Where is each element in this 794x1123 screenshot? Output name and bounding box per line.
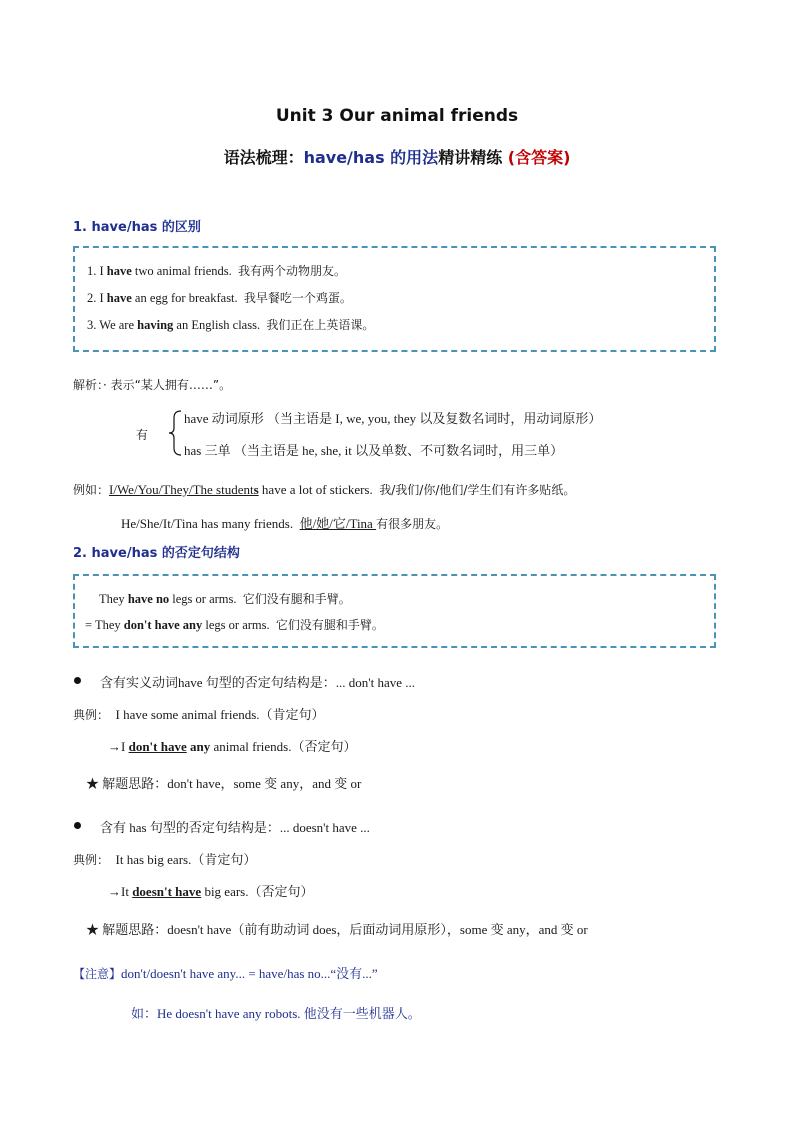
point-have: 含有实义动词have 句型的否定句结构是：... don't have ... [100,675,416,690]
note-example: 如：He doesn't have any robots. 他没有一些机器人。 [131,1006,421,1021]
subtitle-answer-note: (含答案) [507,148,571,167]
section2-example-box [73,574,716,648]
brace-icon [168,410,182,456]
example-line-2: 2. I have an egg for breakfast. 我早餐吃一个鸡蛋。 [87,291,352,305]
example-line-3: 3. We are having an English class. 我们正在上英语课。 [87,318,375,332]
negative-line-1: They have no legs or arms. 它们没有腿和手臂。 [99,592,351,606]
section1-heading: 1. have/has 的区别 [73,220,201,235]
subtitle-topic: have/has 的用法 [303,148,439,167]
you-label: 有 [136,428,149,442]
have-negative-example: →I don't have any animal friends.（否定句） [108,739,357,754]
subtitle-prefix: 语法梳理： [223,148,304,167]
page-title: Unit 3 Our animal friends [275,106,519,126]
tip-has: ★ 解题思路：doesn't have（前有助动词 does，后面动词用原形），some 变 any，and 变 or [86,922,588,937]
example-line-1: 1. I have two animal friends. 我有两个动物朋友。 [87,264,347,278]
point-has: 含有 has 句型的否定句结构是：... doesn't have ... [100,820,370,835]
section1-example-box [73,246,716,352]
example-sentence-1: 例如：I/We/You/They/The students have a lot of stickers. 我/我们/你/他们/学生们有许多贴纸。 [73,482,576,497]
bullet-icon [74,822,81,829]
tip-have: ★ 解题思路：don't have，some 变 any，and 变 or [86,776,362,791]
example-sentence-2: He/She/It/Tina has many friends. 他/她/它/Tina 有很多朋友。 [121,516,449,531]
note-line: 【注意】don't/doesn't have any... = have/has no...“没有...” [73,966,378,981]
has-example: 典例： It has big ears.（肯定句） [73,852,257,867]
has-negative-example: →It doesn't have big ears.（否定句） [108,884,314,899]
have-usage-line: have 动词原形 （当主语是 I, we, you, they 以及复数名词时，用动词原形） [184,411,602,426]
negative-line-2: = They don't have any legs or arms. 它们没有腿和手臂。 [85,618,384,632]
page-subtitle [0,145,794,168]
bullet-icon [74,677,81,684]
analysis-line: 解析：· 表示“某人拥有……”。 [73,378,232,392]
has-usage-line: has 三单 （当主语是 he, she, it 以及单数、不可数名词时，用三单） [184,443,564,458]
have-example: 典例： I have some animal friends.（肯定句） [73,707,325,722]
section2-heading: 2. have/has 的否定句结构 [73,546,240,561]
subtitle-mid: 精讲精练 [438,148,503,167]
